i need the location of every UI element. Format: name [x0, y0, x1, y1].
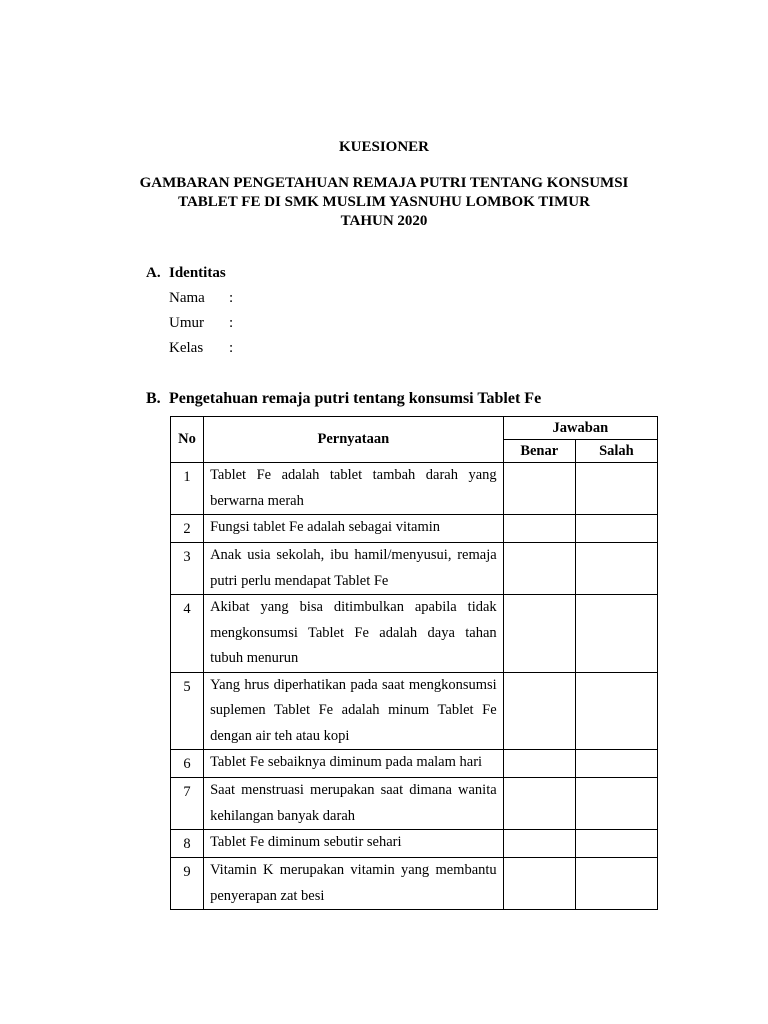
row-statement: Tablet Fe adalah tablet tambah darah yang berwarna merah [204, 463, 504, 515]
answer-false-cell[interactable] [575, 595, 657, 673]
field-label: Umur [169, 315, 204, 331]
row-statement: Tablet Fe sebaiknya diminum pada malam hari [204, 750, 504, 778]
table-body [171, 463, 658, 910]
subtitle-line: GAMBARAN PENGETAHUAN REMAJA PUTRI TENTANG KONSUMSI [139, 175, 629, 191]
field-kelas [169, 339, 233, 358]
table-row [171, 750, 658, 778]
row-number: 2 [171, 515, 204, 543]
section-heading [146, 264, 226, 283]
section-title: Pengetahuan remaja putri tentang konsumsi Tablet Fe [169, 390, 542, 407]
header-no: No [171, 417, 204, 463]
row-statement: Saat menstruasi merupakan saat dimana wanita kehilangan banyak darah [204, 778, 504, 830]
section-letter: B. [146, 390, 161, 407]
field-separator: : [229, 340, 234, 356]
document-subtitle [0, 174, 768, 231]
answer-false-cell[interactable] [575, 750, 657, 778]
answer-true-cell[interactable] [503, 515, 575, 543]
row-statement: Tablet Fe diminum sebutir sehari [204, 830, 504, 858]
table-row [171, 830, 658, 858]
field-umur [169, 314, 233, 333]
subtitle-line: TAHUN 2020 [340, 213, 428, 229]
row-statement: Vitamin K merupakan vitamin yang membantu penyerapan zat besi [204, 858, 504, 910]
header-answer: Jawaban [503, 417, 657, 440]
section-identitas [146, 264, 234, 356]
field-nama [169, 289, 233, 308]
answer-true-cell[interactable] [503, 543, 575, 595]
answer-true-cell[interactable] [503, 830, 575, 858]
header-true: Benar [503, 440, 575, 463]
answer-false-cell[interactable] [575, 543, 657, 595]
header-statement: Pernyataan [204, 417, 504, 463]
answer-true-cell[interactable] [503, 463, 575, 515]
table-row [171, 463, 658, 515]
field-label: Nama [169, 290, 205, 306]
field-separator: : [229, 315, 234, 331]
row-number: 3 [171, 543, 204, 595]
field-separator: : [229, 290, 234, 306]
section-letter: A. [146, 265, 161, 281]
section-pengetahuan [146, 389, 541, 408]
answer-false-cell[interactable] [575, 515, 657, 543]
header-false: Salah [575, 440, 657, 463]
row-number: 8 [171, 830, 204, 858]
answer-true-cell[interactable] [503, 595, 575, 673]
section-heading [146, 389, 541, 408]
answer-true-cell[interactable] [503, 672, 575, 750]
row-number: 5 [171, 672, 204, 750]
row-number: 6 [171, 750, 204, 778]
table-row [171, 672, 658, 750]
answer-false-cell[interactable] [575, 672, 657, 750]
row-number: 7 [171, 778, 204, 830]
row-number: 9 [171, 858, 204, 910]
row-number: 1 [171, 463, 204, 515]
document-title: KUESIONER [338, 139, 430, 155]
table-row [171, 543, 658, 595]
subtitle-line: TABLET FE DI SMK MUSLIM YASNUHU LOMBOK TIMUR [178, 194, 590, 210]
questionnaire-table [170, 416, 658, 910]
row-statement: Anak usia sekolah, ibu hamil/menyusui, remaja putri perlu mendapat Tablet Fe [204, 543, 504, 595]
answer-true-cell[interactable] [503, 750, 575, 778]
table-row [171, 595, 658, 673]
section-title: Identitas [169, 265, 226, 281]
answer-true-cell[interactable] [503, 778, 575, 830]
field-label: Kelas [169, 340, 204, 356]
row-statement: Akibat yang bisa ditimbulkan apabila tidak mengkonsumsi Tablet Fe adalah daya tahan tubuh menurun [204, 595, 504, 673]
table-row [171, 515, 658, 543]
row-number: 4 [171, 595, 204, 673]
answer-false-cell[interactable] [575, 778, 657, 830]
answer-true-cell[interactable] [503, 858, 575, 910]
answer-false-cell[interactable] [575, 858, 657, 910]
table-row [171, 778, 658, 830]
answer-false-cell[interactable] [575, 830, 657, 858]
table-row [171, 858, 658, 910]
answer-false-cell[interactable] [575, 463, 657, 515]
row-statement: Fungsi tablet Fe adalah sebagai vitamin [204, 515, 504, 543]
row-statement: Yang hrus diperhatikan pada saat mengkonsumsi suplemen Tablet Fe adalah minum Tablet Fe dengan air teh atau kopi [204, 672, 504, 750]
